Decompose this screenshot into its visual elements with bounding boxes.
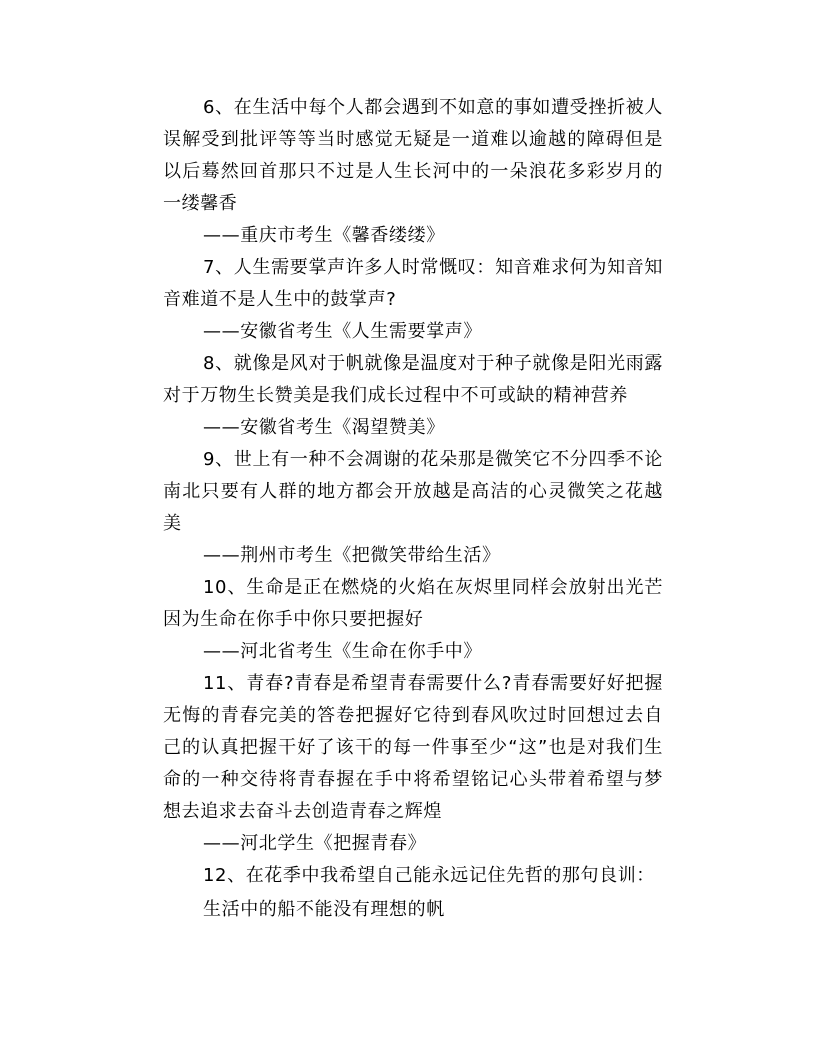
paragraph-quote-12: 12、在花季中我希望自己能永远记住先哲的那句良训： [203,865,655,886]
paragraph-quote-9: 9、世上有一种不会凋谢的花朵那是微笑它不分四季不论南北只要有人群的地方都会开放越是高洁的心灵微笑之花越美 [163,449,663,534]
source-line-8: ——安徽省考生《渴望赞美》 [203,417,445,438]
document-body [163,92,663,926]
source-line-7: ——安徽省考生《人生需要掌声》 [203,321,482,342]
source-line-9: ——荆州市考生《把微笑带给生活》 [203,545,501,566]
source-line-6: ——重庆市考生《馨香缕缕》 [203,225,445,246]
paragraph-quote-8: 8、就像是风对于帆就像是温度对于种子就像是阳光雨露对于万物生长赞美是我们成长过程中不可或缺的精神营养 [163,353,663,406]
paragraph-quote-11: 11、青春?青春是希望青春需要什么?青春需要好好把握无悔的青春完美的答卷把握好它待到春风吹过时回想过去自己的认真把握干好了该干的每一件事至少“这”也是对我们生命的一种交待将青春握在手中将希望铭记心头带着希望与梦想去追求去奋斗去创造青春之辉煌 [163,673,663,822]
paragraph-quote-7: 7、人生需要掌声许多人时常慨叹：知音难求何为知音知音难道不是人生中的鼓掌声? [163,257,663,310]
motto-line: 生活中的船不能没有理想的帆 [203,899,445,920]
paragraph-quote-6: 6、在生活中每个人都会遇到不如意的事如遭受挫折被人误解受到批评等等当时感觉无疑是一道难以逾越的障碍但是以后蓦然回首那只不过是人生长河中的一朵浪花多彩岁月的一缕馨香 [163,97,663,214]
source-line-11: ——河北学生《把握青春》 [203,833,427,854]
source-line-10: ——河北省考生《生命在你手中》 [203,641,482,662]
paragraph-quote-10: 10、生命是正在燃烧的火焰在灰烬里同样会放射出光芒因为生命在你手中你只要把握好 [163,577,663,630]
